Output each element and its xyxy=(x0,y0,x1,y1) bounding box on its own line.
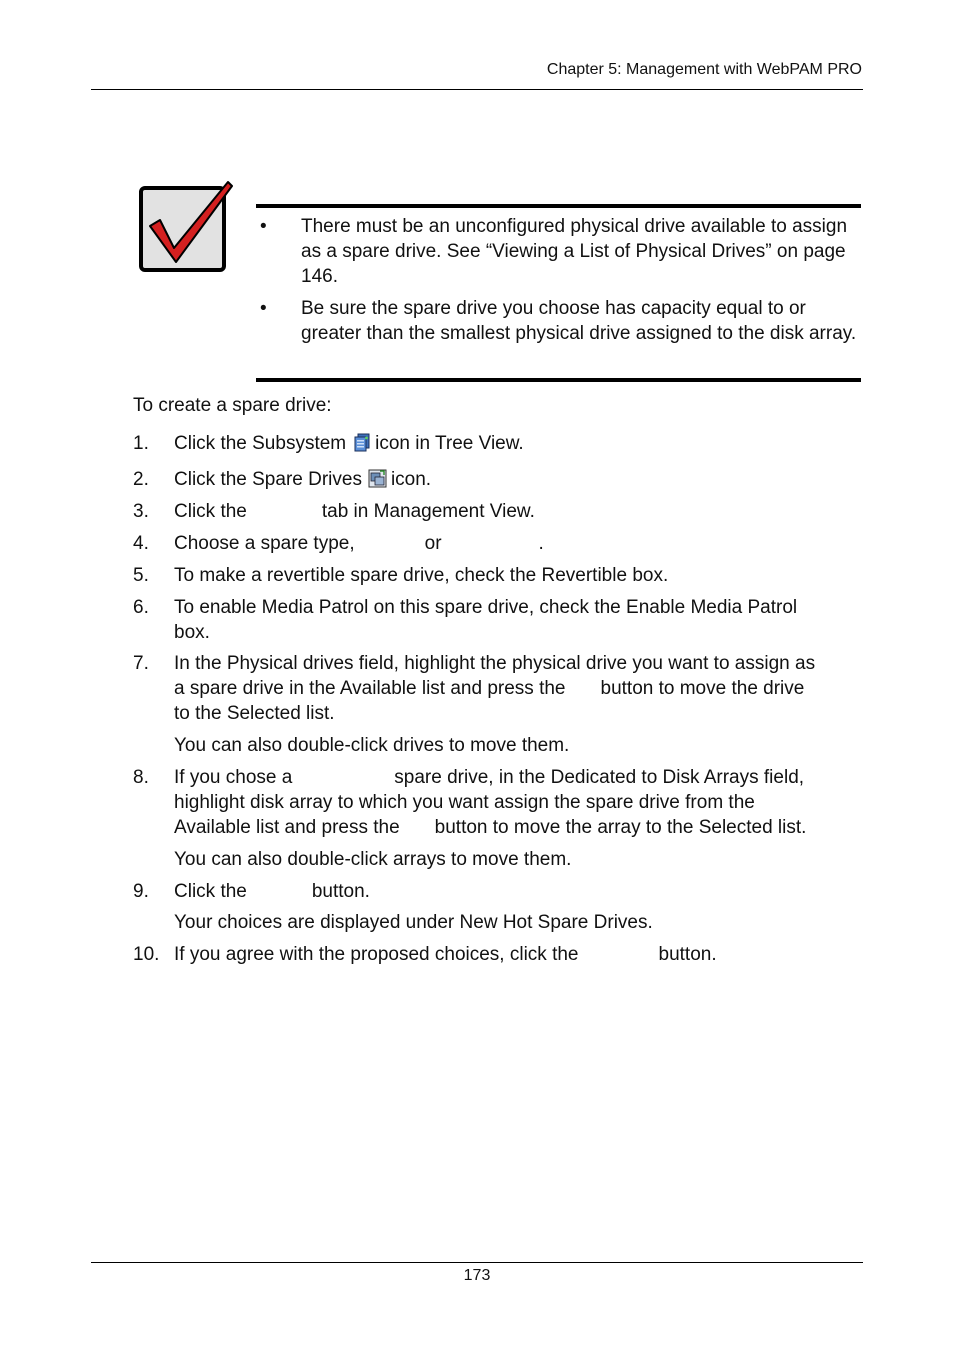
step-text: . xyxy=(538,533,544,554)
step-text: to the Selected list. xyxy=(174,703,335,724)
step-text: icon in Tree View. xyxy=(375,433,524,454)
step-text: button to move the array to the Selected list. xyxy=(434,817,807,838)
step-number: 1. xyxy=(133,433,149,454)
step-number: 3. xyxy=(133,501,149,522)
step-8-note: You can also double-click arrays to move them. xyxy=(174,849,572,870)
bullet-marker: • xyxy=(260,298,267,319)
footer-divider xyxy=(91,1262,863,1263)
note-bullet-text: Be sure the spare drive you choose has capacity equal to or greater than the smallest physical drive assigned to the disk array. xyxy=(301,298,857,344)
spare-drives-icon xyxy=(368,469,387,488)
step-text: Click the Spare Drives xyxy=(174,469,362,490)
step-text: If you chose a xyxy=(174,767,293,788)
step-number: 5. xyxy=(133,565,149,586)
bullet-marker: • xyxy=(260,216,267,237)
step-text: Click the Subsystem xyxy=(174,433,347,454)
step-text: tab in Management View. xyxy=(321,501,535,522)
header-divider xyxy=(91,89,863,90)
chapter-title: Chapter 5: Management with WebPAM PRO xyxy=(546,61,862,78)
step-number: 9. xyxy=(133,881,149,902)
step-text: To make a revertible spare drive, check the Revertible box. xyxy=(174,565,669,586)
step-number: 2. xyxy=(133,469,149,490)
step-text: box. xyxy=(174,622,210,643)
step-text: Click the xyxy=(174,881,247,902)
step-text: or xyxy=(424,533,442,554)
subsystem-icon xyxy=(352,433,371,452)
step-text: In the Physical drives field, highlight the physical drive you want to assign as xyxy=(174,653,816,674)
step-7-note: You can also double-click drives to move them. xyxy=(174,735,570,756)
step-text: button. xyxy=(311,881,370,902)
note-top-rule xyxy=(256,204,861,208)
step-text: To enable Media Patrol on this spare drive, check the Enable Media Patrol xyxy=(174,597,798,618)
page-number: 173 xyxy=(463,1267,491,1284)
step-text: highlight disk array to which you want assign the spare drive from the xyxy=(174,792,755,813)
step-number: 6. xyxy=(133,597,149,618)
note-bottom-rule xyxy=(256,378,861,382)
step-number: 10. xyxy=(133,944,160,965)
step-text: spare drive, in the Dedicated to Disk Arrays field, xyxy=(394,767,805,788)
step-number: 8. xyxy=(133,767,149,788)
intro-text: To create a spare drive: xyxy=(133,395,332,416)
step-text: Click the xyxy=(174,501,247,522)
checkmark-note-icon xyxy=(138,178,236,274)
step-text: a spare drive in the Available list and press the xyxy=(174,678,566,699)
step-text: button. xyxy=(658,944,717,965)
step-text: Available list and press the xyxy=(174,817,400,838)
step-number: 4. xyxy=(133,533,149,554)
note-bullet-text: There must be an unconfigured physical drive available to assign as a spare drive. See “Viewing a List of Physical Drives” on page 146. xyxy=(301,216,848,287)
step-9-note: Your choices are displayed under New Hot Spare Drives. xyxy=(174,912,653,933)
step-text: icon. xyxy=(390,469,432,490)
step-text: button to move the drive xyxy=(600,678,805,699)
step-text: If you agree with the proposed choices, click the xyxy=(174,944,579,965)
step-text: Choose a spare type, xyxy=(174,533,355,554)
step-number: 7. xyxy=(133,653,149,674)
